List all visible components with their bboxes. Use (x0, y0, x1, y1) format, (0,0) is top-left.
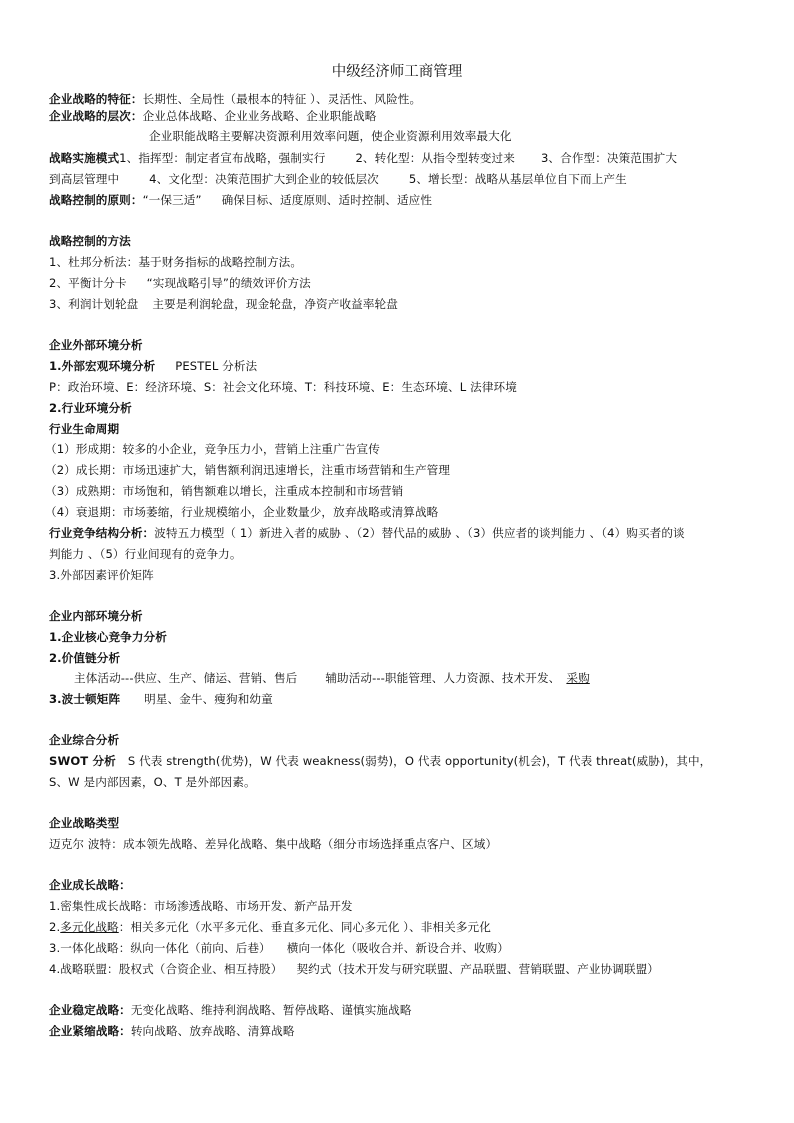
text: 横向一体化（吸收合并、新设合并、收购） (286, 941, 509, 955)
line-dupont (49, 254, 764, 270)
text: 迈克尔 波特：成本领先战略、差异化战略、集中战略（细分市场选择重点客户、区域） (49, 837, 498, 851)
text: “一保三适” (142, 193, 202, 207)
text: 1、杜邦分析法：基于财务指标的战略控制方法。 (49, 255, 303, 269)
line-five-forces (49, 525, 764, 541)
text: S、W 是内部因素，O、T 是外部因素。 (49, 775, 256, 789)
label: 企业稳定战略： (49, 1003, 131, 1017)
text: S 代表 strength(优势)，W 代表 weakness(弱势)，O 代表 opportunity(机会)，T 代表 threat(威胁)，其中， (127, 754, 712, 768)
line-integration (49, 940, 764, 956)
text: 2、转化型：从指令型转变过来 (355, 151, 515, 165)
line-profit-wheel (49, 296, 764, 312)
label: 1.外部宏观环境分析 (49, 359, 156, 373)
text: 采购 (566, 671, 590, 685)
heading-external-analysis (49, 337, 764, 353)
line-intensive-growth (49, 898, 764, 914)
text: 3.外部因素评价矩阵 (49, 568, 154, 582)
heading: 战略控制的方法 (49, 234, 131, 248)
text: P：政治环境、E：经济环境、S：社会文化环境、T：科技环境、E：生态环境、L 法律环境 (49, 380, 517, 394)
text: 3.一体化战略：纵向一体化（前向、后巷） (49, 941, 271, 955)
text: 4、文化型：决策范围扩大到企业的较低层次 (149, 172, 379, 186)
line-stable-strategy (49, 1002, 764, 1018)
text: （1）形成期：较多的小企业，竞争压力小，营销上注重广告宣传 (45, 442, 380, 456)
text: 判能力 、（5）行业间现有的竞争力。 (49, 547, 242, 561)
line-pestel (49, 379, 764, 395)
text: 长期性、全局性（最根本的特征 ）、灵活性、风险性。 (142, 92, 422, 106)
text: PESTEL 分析法 (175, 359, 258, 373)
text: 波特五力模型（ 1）新进入者的威胁 、（2）替代品的威胁 、（3）供应者的谈判能力 、（4）购买者的谈 (154, 526, 685, 540)
text: 多元化战略 (60, 920, 119, 934)
line-strategy-features (49, 91, 764, 107)
heading-comprehensive-analysis (49, 732, 764, 748)
text: 到高层管理中 (49, 172, 120, 186)
text: 主要是利润轮盘，现金轮盘，净资产收益率轮盘 (152, 297, 398, 311)
text: 转向战略、放弃战略、清算战略 (130, 1024, 295, 1038)
label: SWOT 分析 (49, 754, 116, 768)
line-functional-strategy (149, 128, 764, 144)
text: 企业总体战略、企业业务战略、企业职能战略 (142, 109, 377, 123)
text: 4.战略联盟：股权式（合资企业、相互持股） (49, 962, 283, 976)
label: 企业战略的层次： (49, 109, 143, 123)
text: 1、指挥型：制定者宣布战略，强制实行 (119, 151, 326, 165)
text: （2）成长期：市场迅速扩大，销售额利润迅速增长，注重市场营销和生产管理 (45, 463, 451, 477)
heading-life-cycle (49, 421, 764, 437)
line-value-chain-activities (74, 670, 764, 686)
line-maturity-stage (45, 483, 764, 499)
text: 主体活动---供应、生产、储运、营销、售后 (74, 671, 298, 685)
text: 5、增长型：战略从基层单位自下而上产生 (408, 172, 627, 186)
heading: 行业生命周期 (49, 422, 120, 436)
line-decline-stage (45, 504, 764, 520)
line-five-forces-cont (49, 546, 764, 562)
heading: 1.企业核心竞争力分析 (49, 630, 167, 644)
line-growth-stage (45, 462, 764, 478)
line-porter-strategies (49, 836, 764, 852)
heading-core-competence (49, 629, 764, 645)
line-implementation-modes-cont (49, 171, 764, 187)
heading-strategy-types (49, 815, 764, 831)
line-control-principles (49, 192, 764, 208)
text: （3）成熟期：市场饱和，销售额难以增长，注重成本控制和市场营销 (45, 484, 404, 498)
label: 战略控制的原则： (49, 193, 143, 207)
text: “实现战略引导”的绩效评价方法 (146, 276, 311, 290)
line-diversification (49, 919, 764, 935)
line-swot (49, 753, 764, 769)
text: 确保目标、适度原则、适时控制、适应性 (221, 193, 433, 207)
heading: 2.行业环境分析 (49, 401, 132, 415)
text: 契约式（技术开发与研究联盟、产品联盟、营销联盟、产业协调联盟） (296, 962, 659, 976)
text: 2、平衡计分卡 (49, 276, 127, 290)
line-macro-environment (49, 358, 764, 374)
heading-control-methods (49, 233, 764, 249)
label: 企业紧缩战略： (49, 1024, 131, 1038)
line-retrenchment-strategy (49, 1023, 764, 1039)
heading-growth-strategy (49, 877, 764, 893)
heading-internal-analysis (49, 608, 764, 624)
text: 辅助活动---职能管理、人力资源、技术开发、 (325, 671, 561, 685)
text: 无变化战略、维持利润战略、暂停战略、谨慎实施战略 (130, 1003, 412, 1017)
line-formation-stage (45, 441, 764, 457)
text: 3、合作型：决策范围扩大 (540, 151, 678, 165)
text: 企业职能战略主要解决资源利用效率问题，使企业资源利用效率最大化 (149, 129, 512, 143)
line-swot-cont (49, 774, 764, 790)
label: 战略实施模式 (49, 151, 120, 165)
text: 2. (49, 920, 61, 934)
text: 1.密集性成长战略：市场渗透战略、市场开发、新产品开发 (49, 899, 353, 913)
heading: 企业战略类型 (49, 816, 120, 830)
heading-industry-analysis (49, 400, 764, 416)
line-balanced-scorecard (49, 275, 764, 291)
line-efe-matrix (49, 567, 764, 583)
label: 行业竞争结构分析： (49, 526, 155, 540)
heading: 企业综合分析 (49, 733, 120, 747)
label: 企业战略的特征： (49, 92, 143, 106)
page-title: 中级经济师工商管理 (331, 64, 463, 80)
line-strategy-levels (49, 108, 764, 124)
line-alliance (49, 961, 764, 977)
heading: 企业外部环境分析 (49, 338, 143, 352)
heading-value-chain (49, 650, 764, 666)
text: 明星、金牛、瘦狗和幼童 (144, 692, 273, 706)
text: （4）衰退期：市场萎缩，行业规模缩小，企业数量少，放弃战略或清算战略 (45, 505, 439, 519)
text: 3、利润计划轮盘 (49, 297, 139, 311)
heading: 企业内部环境分析 (49, 609, 143, 623)
heading: 2.价值链分析 (49, 651, 121, 665)
text: ：相关多元化（水平多元化、垂直多元化、同心多元化 ）、非相关多元化 (118, 920, 491, 934)
label: 3.波士顿矩阵 (49, 692, 121, 706)
line-bcg-matrix (49, 691, 764, 707)
heading: 企业成长战略： (49, 878, 131, 892)
line-implementation-modes (49, 150, 764, 166)
